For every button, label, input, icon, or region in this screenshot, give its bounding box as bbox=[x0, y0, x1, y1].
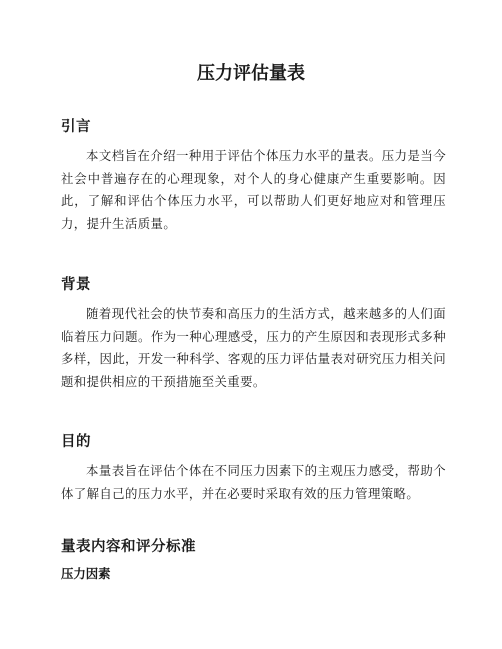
section-body-background: 随着现代社会的快节奏和高压力的生活方式，越来越多的人们面临着压力问题。作为一种心理感受，压力的产生原因和表现形式多种多样，因此，开发一种科学、客观的压力评估量表对研究压力相关问题和提供相应的干预措施至关重要。 bbox=[61, 306, 446, 389]
document-title: 压力评估量表 bbox=[197, 63, 305, 84]
section-introduction bbox=[61, 117, 446, 235]
section-body-introduction: 本文档旨在介绍一种用于评估个体压力水平的量表。压力是当今社会中普遍存在的心理现象，对个人的身心健康产生重要影响。因此，了解和评估个体压力水平，可以帮助人们更好地应对和管理压力，提升生活质量。 bbox=[61, 148, 446, 231]
section-scale-content bbox=[61, 537, 446, 583]
section-heading-background: 背景 bbox=[61, 277, 91, 293]
section-heading-introduction: 引言 bbox=[61, 119, 91, 135]
subsection-heading-stress-factors: 压力因素 bbox=[61, 566, 111, 581]
section-purpose bbox=[61, 432, 446, 505]
section-heading-scale-content: 量表内容和评分标准 bbox=[61, 539, 196, 555]
section-background bbox=[61, 275, 446, 393]
section-body-purpose: 本量表旨在评估个体在不同压力因素下的主观压力感受，帮助个体了解自己的压力水平，并在必要时采取有效的压力管理策略。 bbox=[61, 463, 446, 501]
section-heading-purpose: 目的 bbox=[61, 434, 91, 450]
